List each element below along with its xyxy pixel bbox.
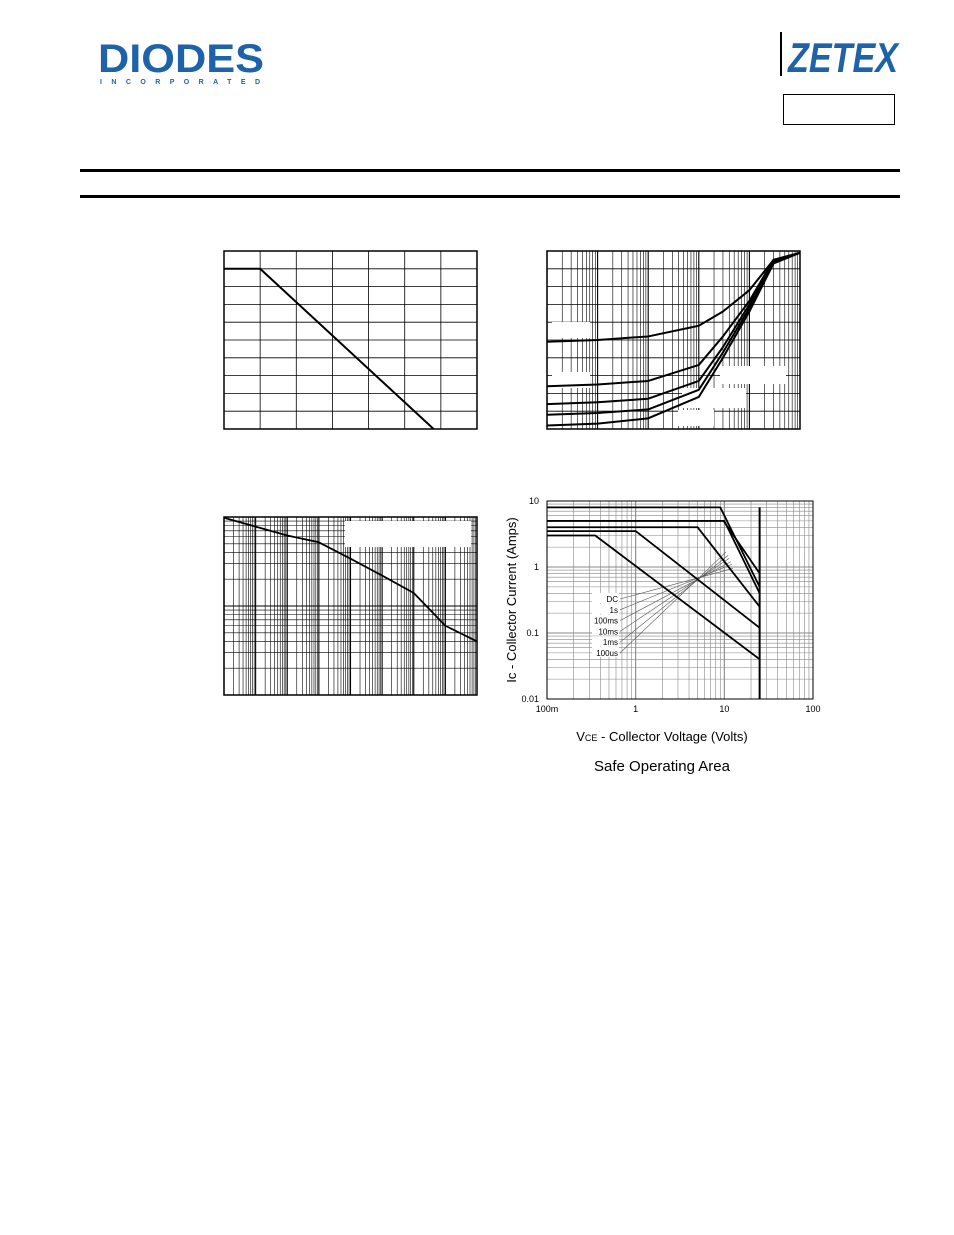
soa-xlabel: [576, 729, 747, 744]
soa-legend-label: 100us: [596, 649, 618, 658]
header-rule-bottom: [80, 195, 900, 198]
part-number-box: [783, 94, 895, 125]
soa-xtick-label: 100: [805, 704, 821, 714]
family-label-box: [678, 410, 714, 426]
soa-ytick-label: 1: [533, 562, 539, 572]
decay-legend-box: [345, 521, 471, 547]
family-label-box: [720, 366, 786, 384]
log-decay-chart: [223, 516, 479, 698]
soa-legend-label: 10ms: [598, 627, 618, 637]
zetex-logo: [778, 32, 902, 81]
soa-xlabel-sub: CE: [584, 733, 598, 743]
soa-legend-label: DC: [606, 595, 618, 604]
diodes-logo: [98, 38, 270, 88]
soa-series-DC: [547, 536, 760, 660]
derating-chart: [223, 250, 479, 432]
soa-xtick-label: 100m: [535, 704, 559, 714]
soa-xtick-label: 10: [719, 704, 730, 714]
soa-ytick-label: 10: [528, 496, 539, 506]
soa-ytick-label: 0.01: [521, 694, 539, 704]
soa-ytick-label: 0.1: [526, 628, 539, 638]
soa-legend-label: 1s: [609, 605, 618, 615]
family-label-box: [552, 322, 590, 338]
soa-title: Safe Operating Area: [594, 758, 730, 775]
family-label-box: [682, 388, 746, 408]
soa-ylabel: Ic - Collector Current (Amps): [504, 517, 519, 683]
soa-xtick-label: 1: [633, 704, 639, 714]
soa-xlabel-main: V: [576, 729, 585, 744]
soa-legend-label: 1ms: [602, 638, 618, 648]
diodes-logo-tagline: INCORPORATED: [100, 79, 260, 86]
zetex-logo-bar: [780, 32, 782, 76]
soa-legend-label: 100ms: [593, 616, 618, 626]
diodes-logo-wordmark: DIODES: [98, 37, 264, 81]
soa-xlabel-rest: - Collector Voltage (Volts): [597, 729, 748, 744]
soa-chart: [496, 490, 826, 780]
log-family-chart: [546, 250, 802, 432]
header-rule-top: [80, 169, 900, 172]
derating-series-line: [224, 269, 434, 429]
zetex-logo-wordmark: ZETEX: [787, 34, 901, 81]
